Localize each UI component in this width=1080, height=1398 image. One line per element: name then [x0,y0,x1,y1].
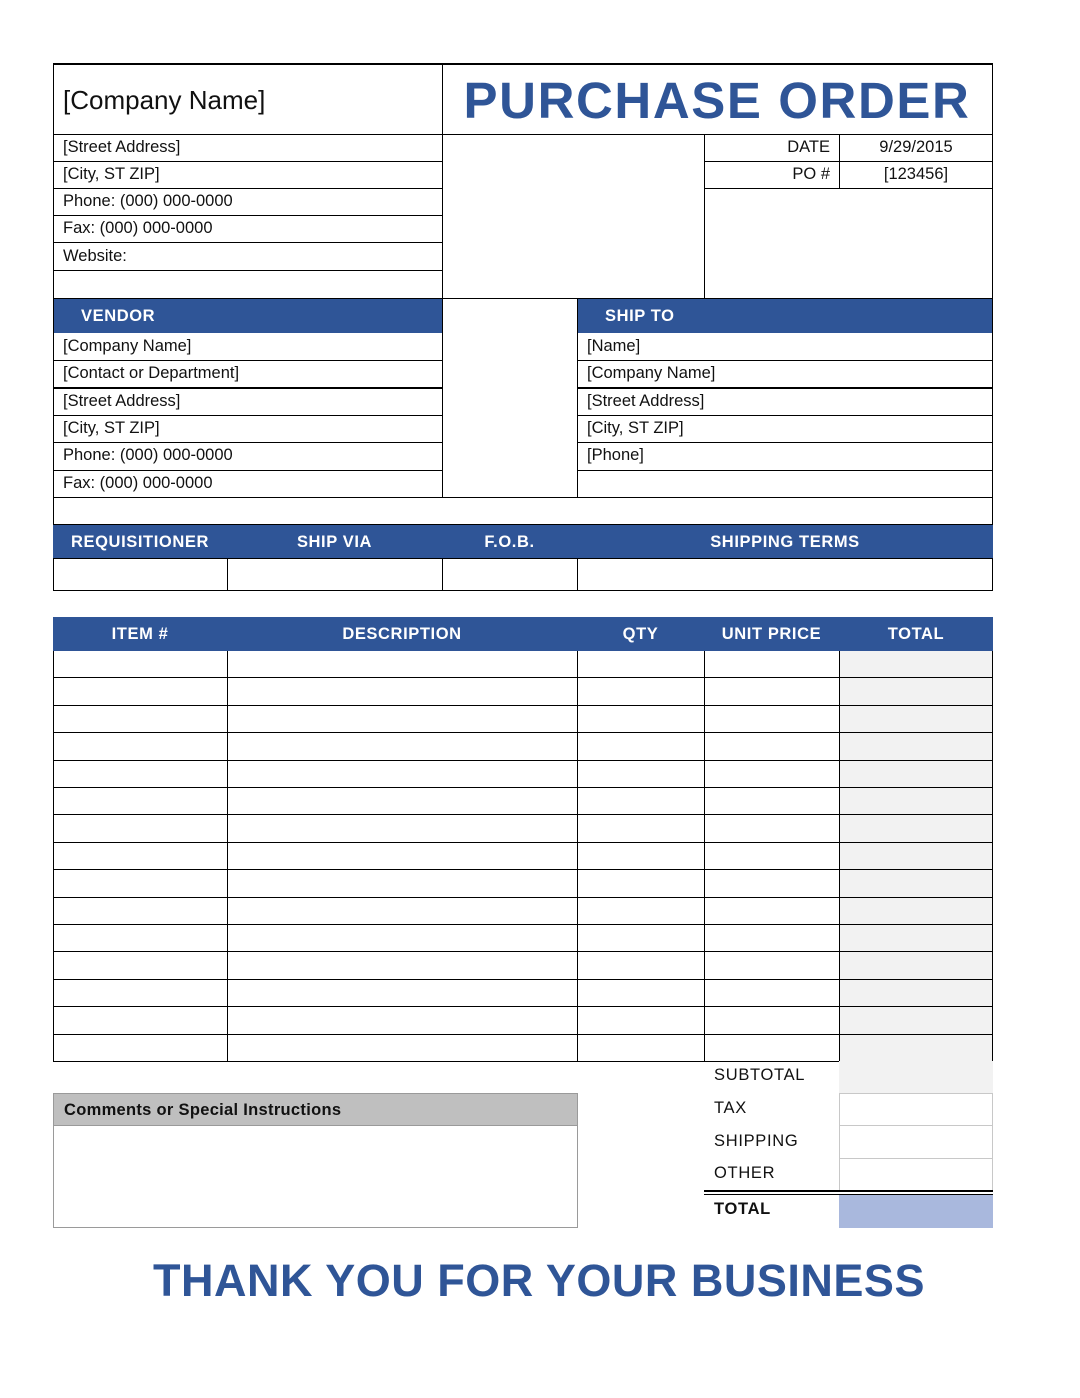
item-cell[interactable] [53,1035,227,1062]
qty-cell[interactable] [577,870,704,897]
rule [704,188,993,189]
total-cell [839,651,993,678]
description-cell[interactable] [227,1035,577,1062]
description-cell[interactable] [227,843,577,870]
rule [53,497,993,498]
thank-you-message: THANK YOU FOR YOUR BUSINESS [153,1255,925,1306]
description-cell[interactable] [227,980,577,1007]
item-cell[interactable] [53,761,227,788]
shipto-line[interactable]: [Name] [587,337,641,355]
description-cell[interactable] [227,651,577,678]
fob-field[interactable] [443,559,577,590]
qty-cell[interactable] [577,925,704,952]
vendor-line[interactable]: Fax: (000) 000-0000 [63,474,213,492]
unit-price-cell[interactable] [704,651,839,678]
total-cell [839,980,993,1007]
unit-price-cell[interactable] [704,1035,839,1062]
item-cell[interactable] [53,651,227,678]
unit-price-cell[interactable] [704,1007,839,1034]
description-cell[interactable] [227,678,577,705]
date-value[interactable]: 9/29/2015 [879,138,953,156]
description-cell[interactable] [227,815,577,842]
qty-cell[interactable] [577,1007,704,1034]
qty-cell[interactable] [577,952,704,979]
company-fax[interactable]: Fax: (000) 000-0000 [63,219,213,237]
company-phone[interactable]: Phone: (000) 000-0000 [63,192,233,210]
vendor-line[interactable]: [City, ST ZIP] [63,419,160,437]
qty-cell[interactable] [577,980,704,1007]
subtotal-value [839,1061,993,1093]
unit-price-cell[interactable] [704,706,839,733]
item-cell[interactable] [53,925,227,952]
unit-price-cell[interactable] [704,952,839,979]
qty-cell[interactable] [577,788,704,815]
qty-cell[interactable] [577,898,704,925]
description-cell[interactable] [227,925,577,952]
total-cell [839,733,993,760]
grand-total-label: TOTAL [714,1200,771,1218]
unit-price-cell[interactable] [704,843,839,870]
tax-label: TAX [714,1099,747,1117]
qty-cell[interactable] [577,815,704,842]
total-cell [839,1007,993,1034]
item-cell[interactable] [53,733,227,760]
vendor-line[interactable]: [Contact or Department] [63,364,240,382]
requisitioner-heading: REQUISITIONER [71,533,209,551]
qty-cell[interactable] [577,678,704,705]
unit-price-cell[interactable] [704,815,839,842]
company-street[interactable]: [Street Address] [63,138,181,156]
qty-cell[interactable] [577,733,704,760]
shipping-field[interactable] [839,1126,993,1159]
tax-field[interactable] [839,1093,993,1126]
company-city[interactable]: [City, ST ZIP] [63,165,160,183]
unit-price-cell[interactable] [704,980,839,1007]
item-cell[interactable] [53,815,227,842]
total-cell [839,815,993,842]
vendor-line[interactable]: [Company Name] [63,337,192,355]
total-cell [839,898,993,925]
total-cell [839,952,993,979]
company-name-title[interactable]: [Company Name] [63,85,266,115]
grand-total-value [839,1195,993,1228]
unit-price-heading: UNIT PRICE [721,625,822,643]
other-label: OTHER [714,1164,776,1182]
shipto-heading: SHIP TO [605,307,675,325]
date-label: DATE [787,138,830,156]
unit-price-cell[interactable] [704,870,839,897]
qty-cell[interactable] [577,843,704,870]
total-cell [839,870,993,897]
unit-price-cell[interactable] [704,898,839,925]
vendor-heading: VENDOR [81,307,156,325]
description-cell[interactable] [227,733,577,760]
fob-heading: F.O.B. [484,533,535,551]
description-cell[interactable] [227,1007,577,1034]
total-cell [839,925,993,952]
shipping-label: SHIPPING [714,1132,799,1150]
description-cell[interactable] [227,870,577,897]
qty-cell[interactable] [577,706,704,733]
total-cell [839,788,993,815]
total-cell [839,678,993,705]
item-cell[interactable] [53,980,227,1007]
qty-cell[interactable] [577,761,704,788]
unit-price-cell[interactable] [704,925,839,952]
total-cell [839,843,993,870]
po-label: PO # [792,165,830,183]
rule [442,298,443,498]
other-field[interactable] [839,1159,993,1191]
item-cell[interactable] [53,870,227,897]
rule [704,1190,993,1192]
item-cell[interactable] [53,843,227,870]
qty-cell[interactable] [577,1035,704,1062]
page-title: PURCHASE ORDER [463,72,971,129]
description-cell[interactable] [227,898,577,925]
comments-field[interactable] [53,1126,578,1228]
po-value[interactable]: [123456] [883,165,949,183]
ship-via-heading: SHIP VIA [296,533,373,551]
requisitioner-field[interactable] [54,559,227,590]
item-heading: ITEM # [111,625,169,643]
total-cell [839,761,993,788]
item-cell[interactable] [53,952,227,979]
company-website[interactable]: Website: [63,247,127,265]
total-heading: TOTAL [887,625,945,643]
total-cell [839,706,993,733]
subtotal-label: SUBTOTAL [714,1066,806,1084]
shipto-line[interactable]: [Company Name] [587,364,716,382]
shipto-line[interactable]: [City, ST ZIP] [587,419,684,437]
unit-price-cell[interactable] [704,733,839,760]
shipping-terms-field[interactable] [578,559,992,590]
item-cell[interactable] [53,678,227,705]
item-cell[interactable] [53,898,227,925]
ship-via-field[interactable] [228,559,442,590]
qty-heading: QTY [622,625,659,643]
shipto-line[interactable]: [Phone] [587,446,644,464]
rule [577,470,993,471]
unit-price-cell[interactable] [704,678,839,705]
description-cell[interactable] [227,952,577,979]
shipto-line[interactable]: [Street Address] [587,392,705,410]
item-cell[interactable] [53,1007,227,1034]
description-heading: DESCRIPTION [342,625,462,643]
rule [53,270,442,271]
qty-cell[interactable] [577,651,704,678]
total-cell [839,1035,993,1062]
vendor-line[interactable]: [Street Address] [63,392,181,410]
shipping-terms-heading: SHIPPING TERMS [710,533,860,551]
item-cell[interactable] [53,706,227,733]
item-cell[interactable] [53,788,227,815]
description-cell[interactable] [227,788,577,815]
unit-price-cell[interactable] [704,761,839,788]
vendor-line[interactable]: Phone: (000) 000-0000 [63,446,233,464]
description-cell[interactable] [227,706,577,733]
unit-price-cell[interactable] [704,788,839,815]
description-cell[interactable] [227,761,577,788]
comments-heading: Comments or Special Instructions [53,1093,578,1126]
